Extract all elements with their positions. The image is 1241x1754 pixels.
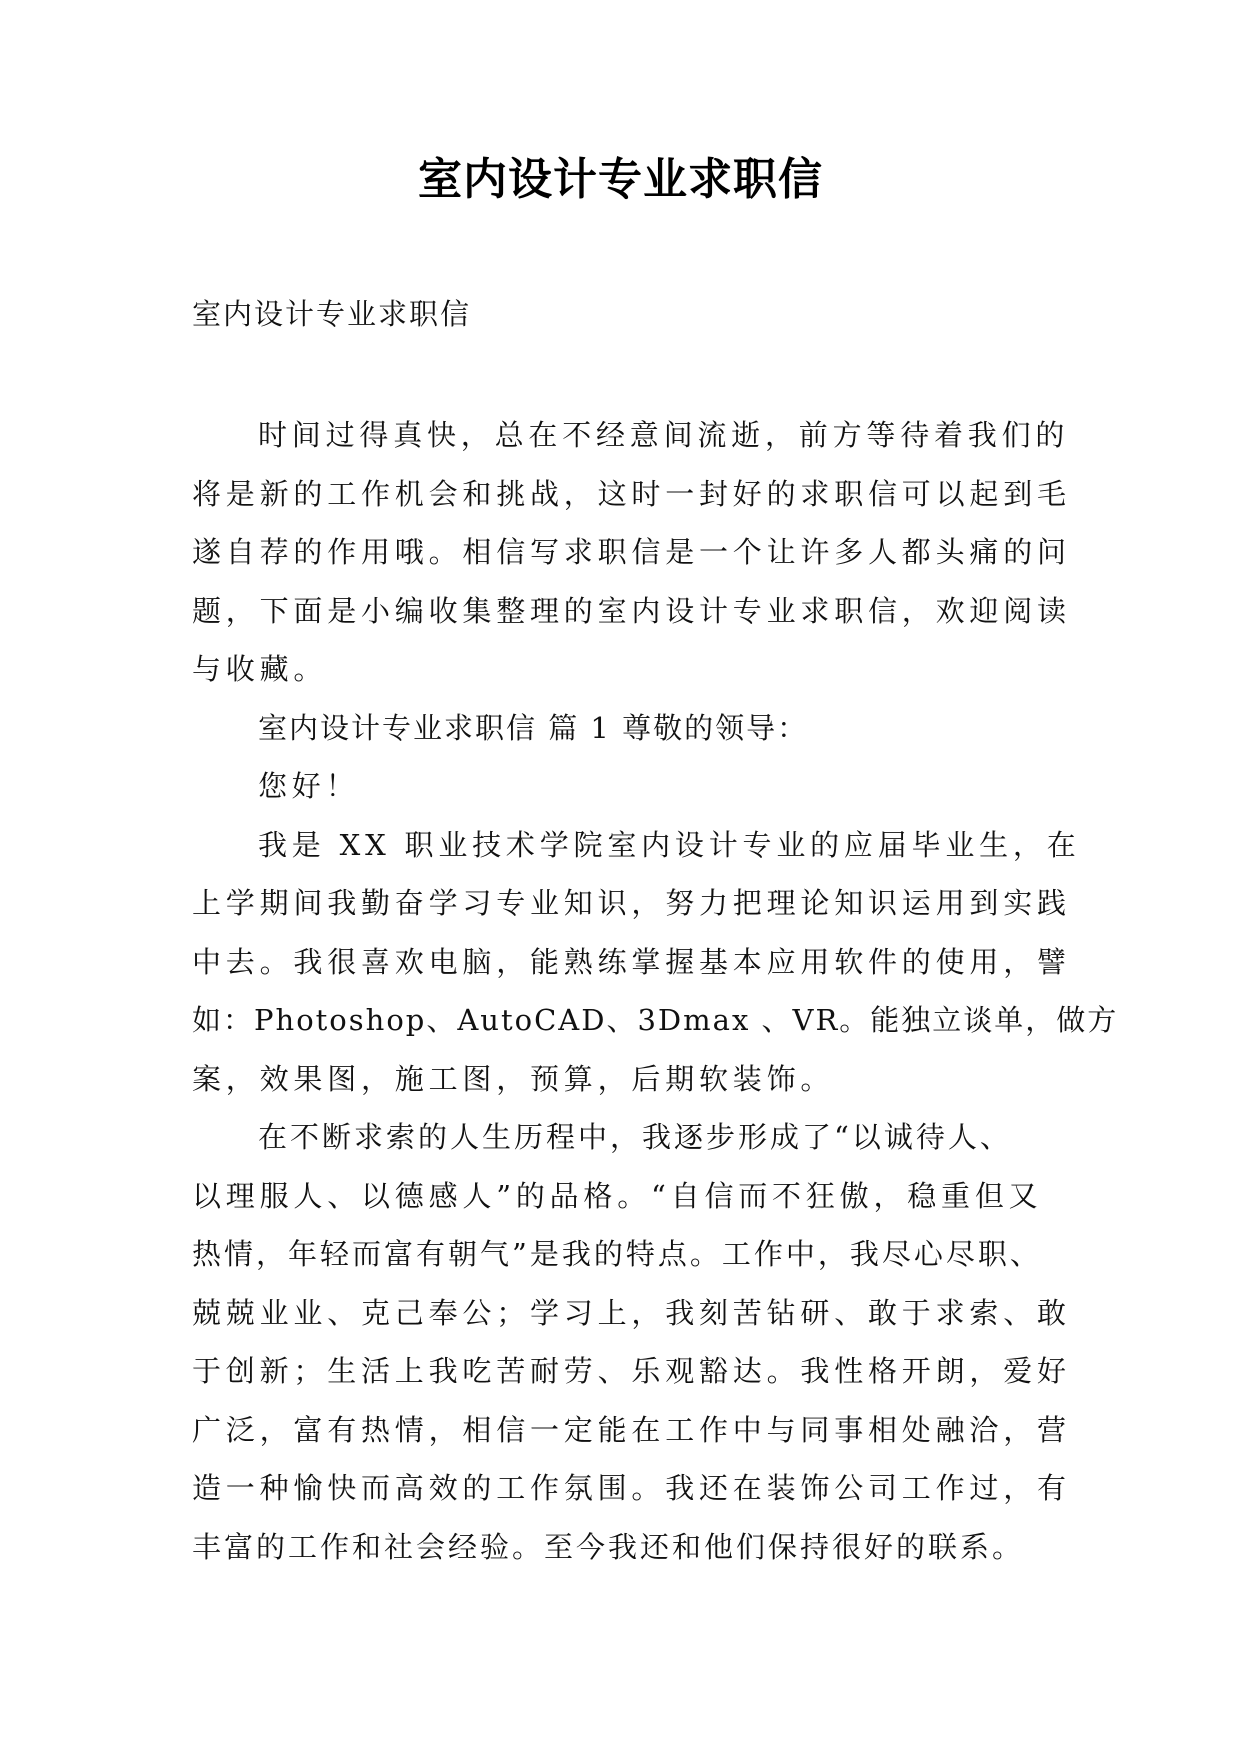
- body-line: 您好！: [258, 769, 360, 803]
- body-line: 题，下面是小编收集整理的室内设计专业求职信，欢迎阅读: [192, 593, 1071, 628]
- body-line: 案，效果图，施工图，预算，后期软装饰。: [192, 1061, 835, 1096]
- body-line: 与收藏。: [192, 652, 328, 686]
- body-line: 广泛，富有热情，相信一定能在工作中与同事相处融洽，营: [192, 1412, 1071, 1447]
- body-line: 中去。我很喜欢电脑，能熟练掌握基本应用软件的使用，譬: [192, 944, 1071, 979]
- body-line: 室内设计专业求职信 篇 1 尊敬的领导：: [258, 710, 809, 745]
- body-line: 兢兢业业、克己奉公；学习上，我刻苦钻研、敢于求索、敢: [192, 1295, 1071, 1330]
- body-line: 在不断求索的人生历程中，我逐步形成了“以诚待人、: [258, 1120, 1012, 1154]
- body-line: 上学期间我勤奋学习专业知识，努力把理论知识运用到实践: [192, 886, 1071, 920]
- body-line: 热情，年轻而富有朝气”是我的特点。工作中，我尽心尽职、: [192, 1237, 1042, 1271]
- body-line: 将是新的工作机会和挑战，这时一封好的求职信可以起到毛: [192, 476, 1071, 511]
- document-body: [192, 406, 1119, 1576]
- body-line: 造一种愉快而高效的工作氛围。我还在装饰公司工作过，有: [192, 1471, 1071, 1505]
- body-line: 于创新；生活上我吃苦耐劳、乐观豁达。我性格开朗，爱好: [192, 1354, 1071, 1388]
- document-title: 室内设计专业求职信: [418, 154, 823, 205]
- body-line: 时间过得真快，总在不经意间流逝，前方等待着我们的: [258, 418, 1070, 452]
- body-line: 如：Photoshop、AutoCAD、3Dmax 、VR。能独立谈单，做方: [192, 1003, 1119, 1037]
- body-line: 遂自荐的作用哦。相信写求职信是一个让许多人都头痛的问: [192, 535, 1071, 569]
- body-line: 丰富的工作和社会经验。至今我还和他们保持很好的联系。: [192, 1529, 1025, 1564]
- document-subtitle: 室内设计专业求职信: [192, 297, 472, 331]
- body-line: 以理服人、以德感人”的品格。“自信而不狂傲，稳重但又: [192, 1178, 1043, 1213]
- body-line: 我是 XX 职业技术学院室内设计专业的应届毕业生，在: [258, 827, 1081, 862]
